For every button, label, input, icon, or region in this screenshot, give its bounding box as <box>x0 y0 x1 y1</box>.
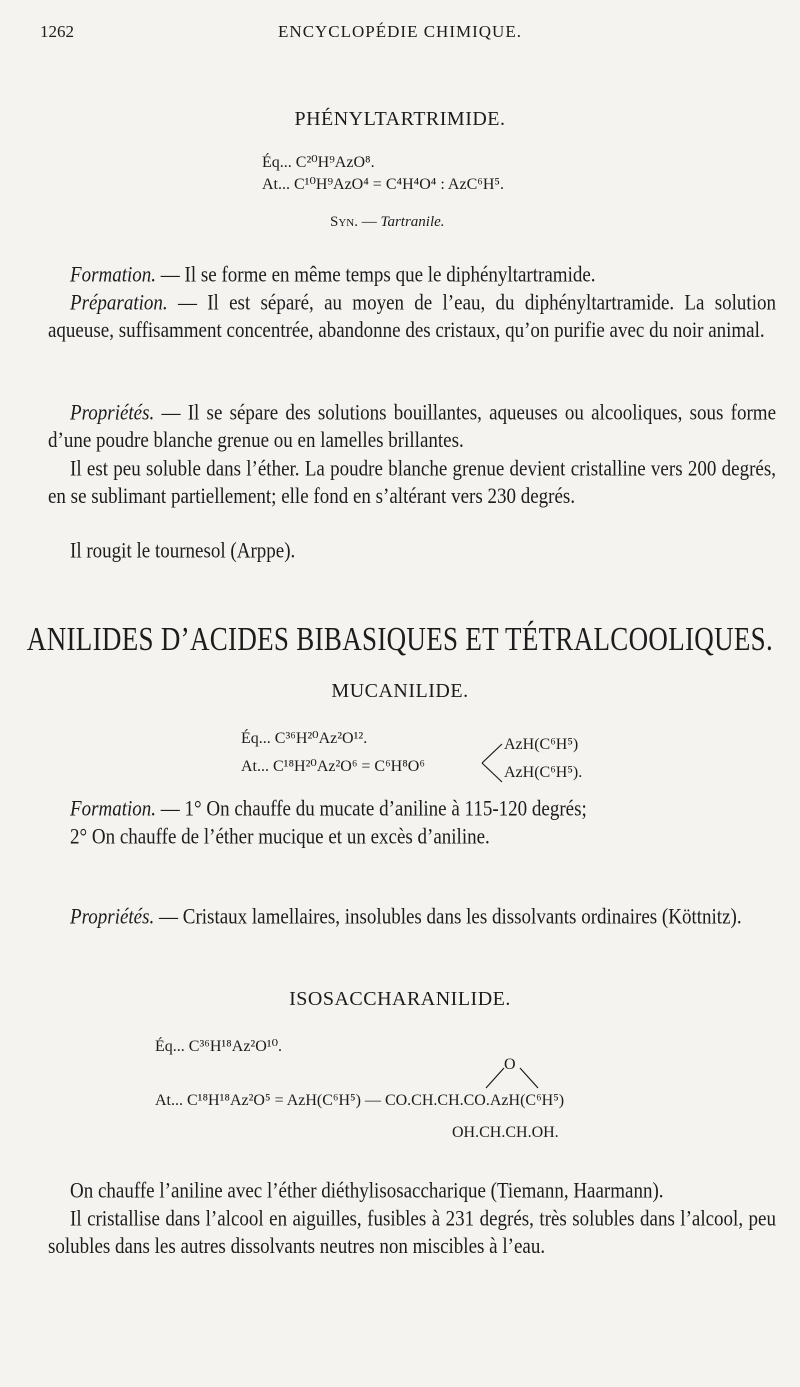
formation-paragraph <box>48 262 776 289</box>
preparation-label: Préparation. <box>70 291 168 316</box>
mucanilide-eq-line <box>241 728 367 748</box>
proprietes-paragraph <box>48 400 776 454</box>
isosaccharanilide-at-formula: C¹⁸H¹⁸Az²O⁵ = AzH(C⁶H⁵) — CO.CH.CH.CO.AzH(C⁶H⁵) <box>187 1092 565 1109</box>
mucanilide-at-formula: C¹⁸H²⁰Az²O⁶ = C⁶H⁸O⁶ <box>273 758 425 775</box>
eq-label: Éq... <box>262 154 292 171</box>
isosaccharanilide-text: On chauffe l’aniline avec l’éther diéthylisosaccharique (Tiemann, Haarmann). <box>70 1179 664 1204</box>
proprietes-text-2: Il est peu soluble dans l’éther. La poudre blanche grenue devient cristalline vers 200 degrés, en se sublimant partiellement; elle fond en s’altérant vers 230 degrés. <box>48 457 776 509</box>
mucanilide-formation-paragraph-2 <box>48 824 776 851</box>
mucanilide-formation-label: Formation. <box>70 797 157 822</box>
at-formula-line <box>262 174 504 194</box>
bridge-lines <box>482 1064 542 1090</box>
isosaccharanilide-eq-label: Éq... <box>155 1038 185 1055</box>
proprietes-paragraph-3 <box>48 538 776 565</box>
mucanilide-eq-label: Éq... <box>241 730 271 747</box>
formation-text: — Il se forme en même temps que le diphényltartramide. <box>156 263 596 288</box>
proprietes-text-3: Il rougit le tournesol (Arppe). <box>70 539 296 564</box>
mucanilide-eq-formula: C³⁶H²⁰Az²O¹². <box>274 730 368 747</box>
synonym-line <box>330 214 445 231</box>
mucanilide-at-line <box>241 756 425 776</box>
at-formula: C¹⁰H⁹AzO⁴ = C⁴H⁴O⁴ : AzC⁶H⁵. <box>294 176 504 193</box>
running-title: ENCYCLOPÉDIE CHIMIQUE. <box>278 22 522 41</box>
mucanilide-proprietes-label: Propriétés. <box>70 905 155 930</box>
proprietes-text: — Il se sépare des solutions bouillantes, aqueuses ou alcooliques, sous forme d’une poudre blanche grenue ou en lamelles brillantes. <box>48 401 777 453</box>
isosaccharanilide-eq-line <box>155 1036 282 1056</box>
compound-title-isosaccharanilide: ISOSACCHARANILIDE. <box>289 988 511 1010</box>
isosaccharanilide-eq-formula: C³⁶H¹⁸Az²O¹⁰. <box>188 1038 282 1055</box>
bridge-oxygen: O <box>504 1056 516 1073</box>
preparation-paragraph <box>48 290 776 344</box>
synonym-name: Tartranile. <box>380 214 445 230</box>
at-label: At... <box>262 176 290 193</box>
isosaccharanilide-text-2: Il cristallise dans l’alcool en aiguilles, fusibles à 231 degrés, très solubles dans l’alcool, peu solubles dans les autres dissolvants neutres non miscibles à l’eau. <box>48 1207 776 1259</box>
mucanilide-branch-top: AzH(C⁶H⁵) <box>504 736 579 753</box>
mucanilide-formation-text-2: 2° On chauffe de l’éther mucique et un excès d’aniline. <box>70 825 490 850</box>
proprietes-label: Propriétés. <box>70 401 155 426</box>
synonym-label: Syn. — <box>330 214 377 230</box>
isosaccharanilide-at-line-2: OH.CH.CH.OH. <box>452 1124 559 1141</box>
eq-formula-line <box>262 152 375 172</box>
proprietes-paragraph-2 <box>48 456 776 510</box>
compound-title-phenyltartrimide: PHÉNYLTARTRIMIDE. <box>294 108 506 130</box>
formation-label: Formation. <box>70 263 157 288</box>
section-title: ANILIDES D’ACIDES BIBASIQUES ET TÉTRALCOOLIQUES. <box>26 620 774 658</box>
compound-title-mucanilide: MUCANILIDE. <box>331 680 469 702</box>
branch-bracket <box>480 740 504 786</box>
mucanilide-proprietes-paragraph <box>48 904 776 931</box>
mucanilide-branch-bottom: AzH(C⁶H⁵). <box>504 764 583 781</box>
isosaccharanilide-paragraph-2 <box>48 1206 776 1260</box>
preparation-text: — Il est séparé, au moyen de l’eau, du diphényltartramide. La solution aqueuse, suffisamment concentrée, abandonne des cristaux, qu’on purifie avec du noir animal. <box>48 291 776 343</box>
page-number: 1262 <box>40 22 74 41</box>
isosaccharanilide-at-label: At... <box>155 1092 183 1109</box>
mucanilide-proprietes-text: — Cristaux lamellaires, insolubles dans les dissolvants ordinaires (Köttnitz). <box>159 905 742 930</box>
isosaccharanilide-paragraph <box>48 1178 776 1205</box>
mucanilide-at-label: At... <box>241 758 269 775</box>
eq-formula: C²⁰H⁹AzO⁸. <box>295 154 375 171</box>
mucanilide-formation-paragraph <box>48 796 776 823</box>
isosaccharanilide-at-line <box>155 1092 564 1110</box>
mucanilide-formation-text: — 1° On chauffe du mucate d’aniline à 115-120 degrés; <box>156 797 587 822</box>
